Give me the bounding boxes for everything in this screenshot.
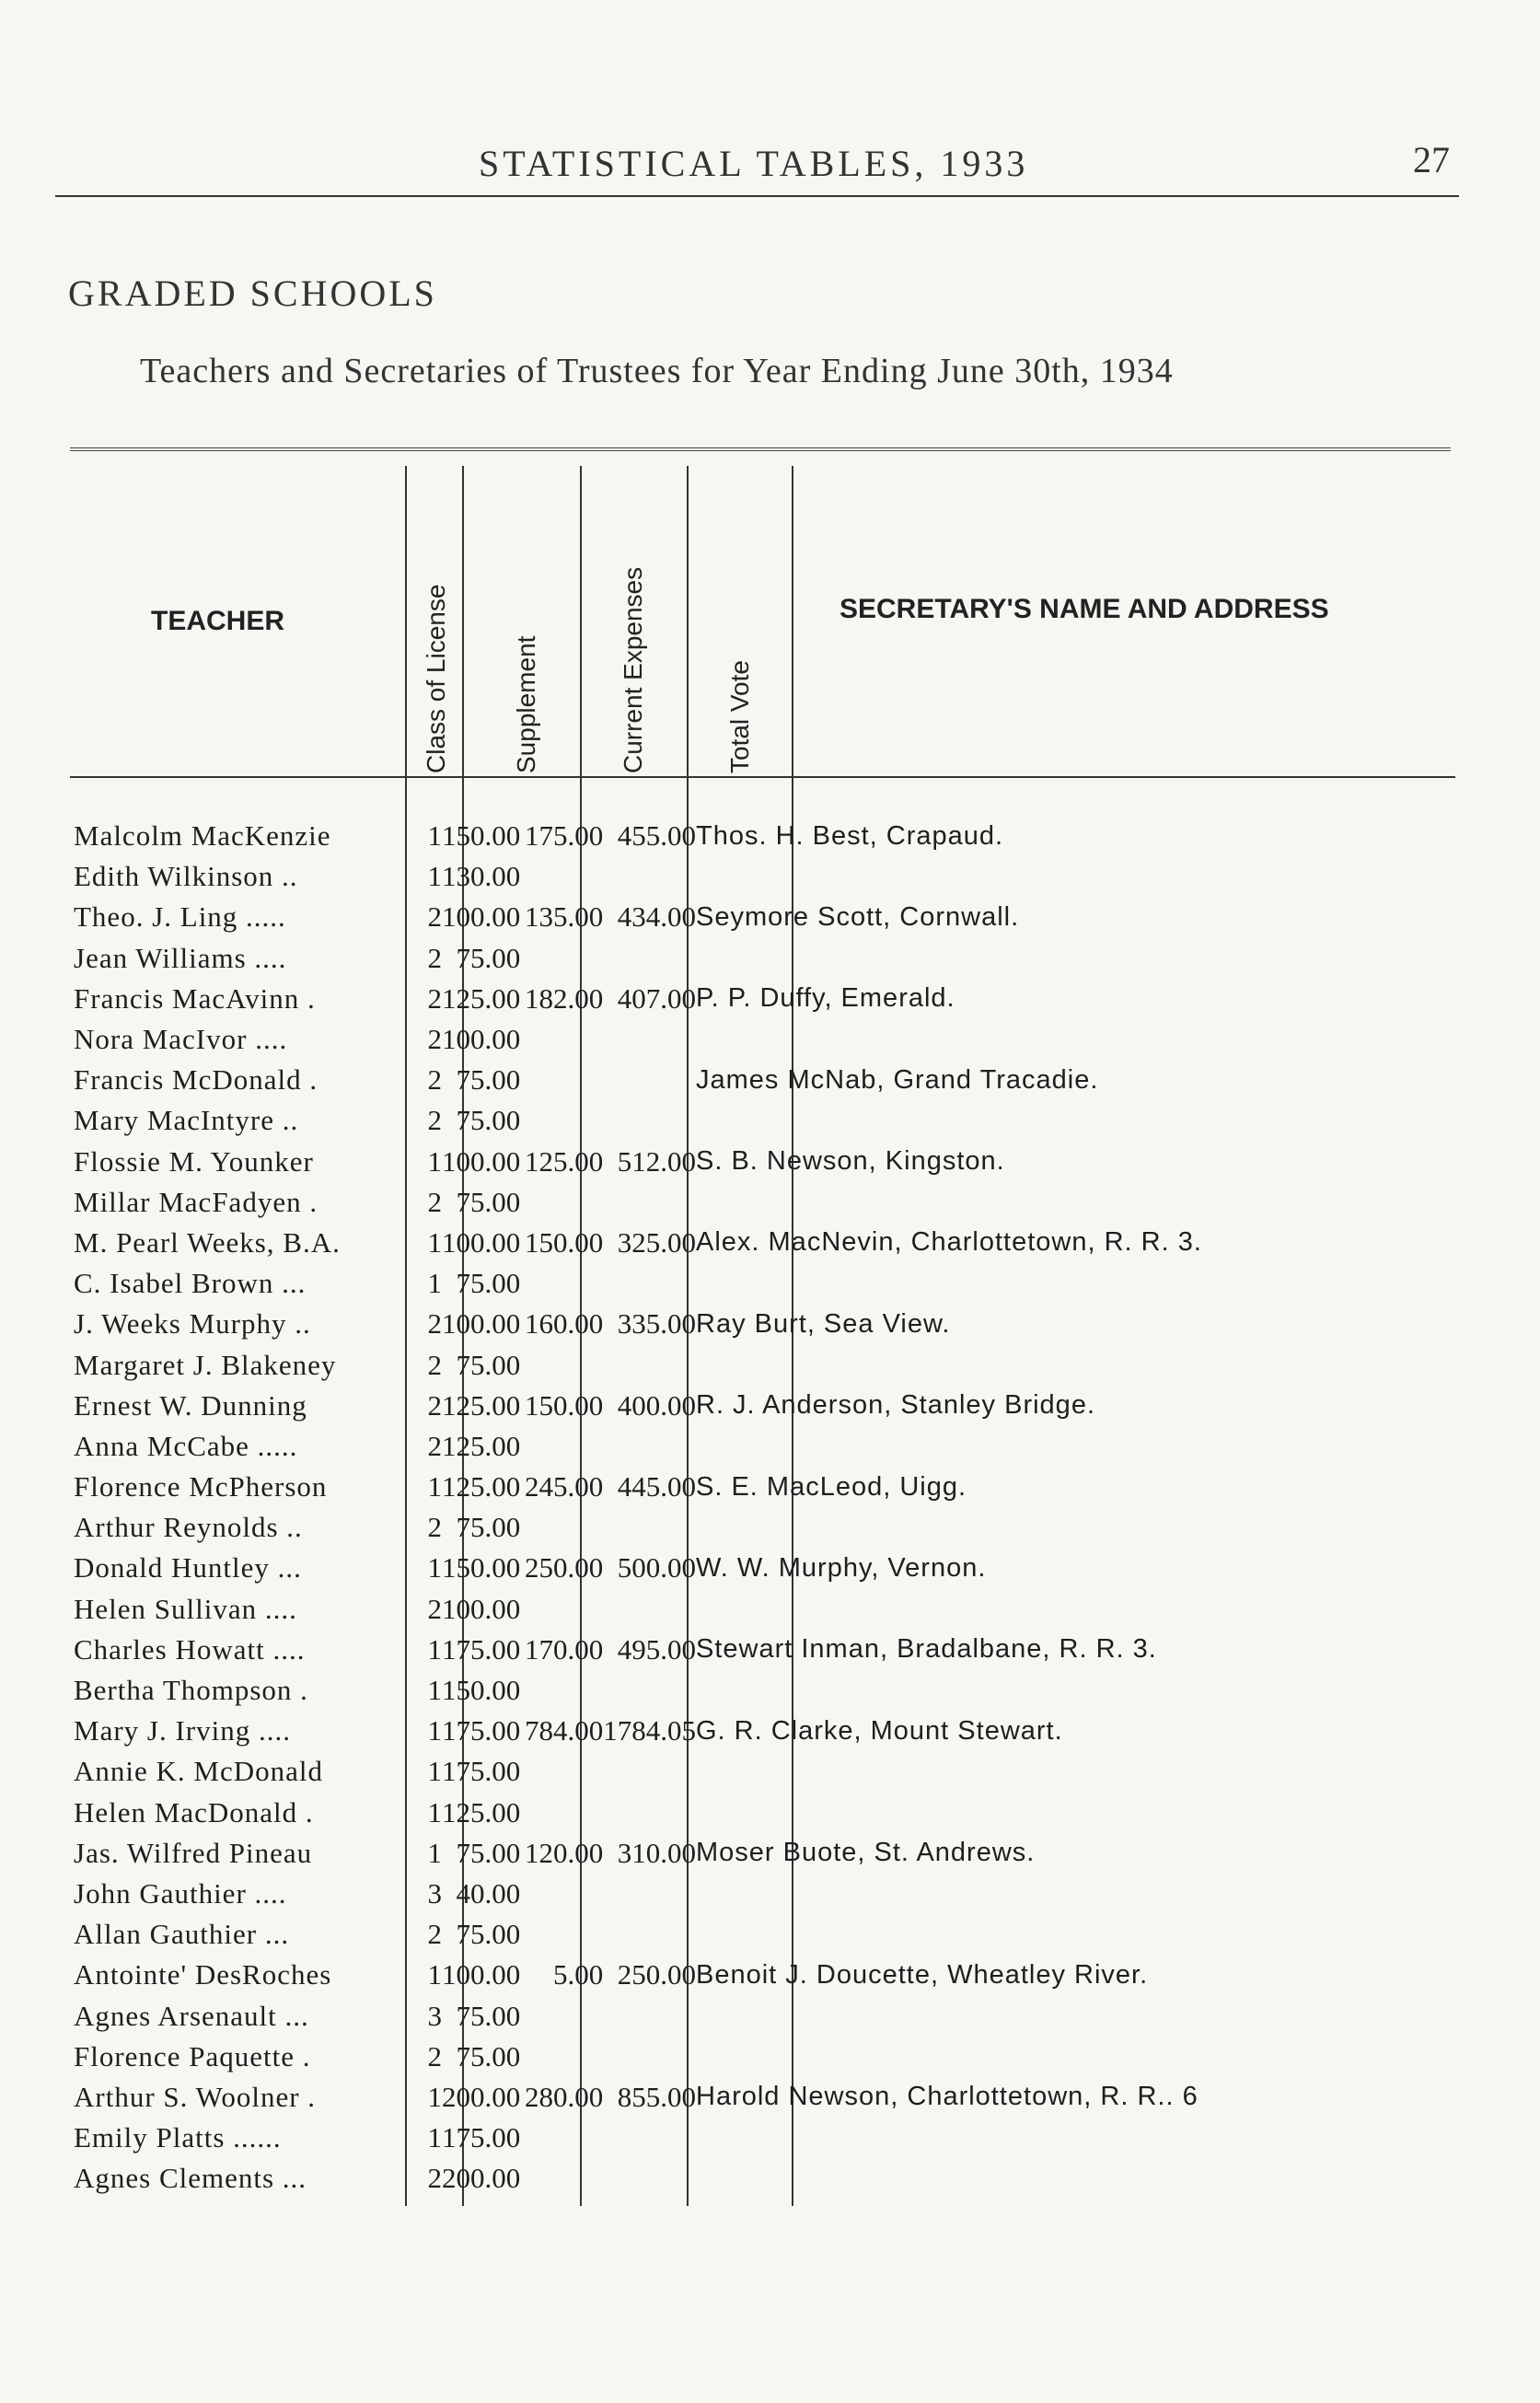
current-expenses-amount (520, 1426, 603, 1467)
secretary-name-address (696, 1995, 1331, 2036)
teacher-name: J. Weeks Murphy .. (74, 1307, 311, 1341)
teacher-name: Helen Sullivan .... (74, 1592, 297, 1625)
total-vote-amount (603, 1060, 696, 1100)
teacher-name: Bertha Thompson . (74, 1674, 308, 1707)
table-row (74, 816, 1331, 856)
secretary-name-address: Ray Burt, Sea View. (696, 1308, 951, 1339)
current-expenses-amount (520, 1019, 603, 1060)
header-class-of-license: Class of License (422, 584, 450, 773)
teacher-name: Florence McPherson (74, 1470, 328, 1503)
total-vote-amount (603, 2118, 696, 2158)
current-expenses-amount (520, 1182, 603, 1223)
teacher-name: Theo. J. Ling ..... (74, 900, 286, 934)
secretary-name-address: Stewart Inman, Bradalbane, R. R. 3. (696, 1634, 1157, 1665)
current-expenses-amount: 175.00 (525, 819, 604, 853)
total-vote-amount (603, 1019, 696, 1060)
class-of-license: 1 (427, 1795, 442, 1828)
secretary-name-address: Moser Buote, St. Andrews. (696, 1838, 1036, 1868)
class-of-license: 2 (427, 2039, 442, 2072)
total-vote-amount: 335.00 (617, 1307, 696, 1341)
class-of-license: 2 (427, 1185, 442, 1218)
secretary-name-address (696, 1182, 1331, 1223)
secretary-name-address: S. B. Newson, Kingston. (696, 1146, 1005, 1177)
total-vote-amount (603, 2158, 696, 2199)
secretary-name-address: P. P. Duffy, Emerald. (696, 983, 955, 1014)
table-row (74, 1467, 1331, 1507)
table-row (74, 1995, 1331, 2036)
header-rule (70, 776, 1455, 778)
total-vote-amount: 512.00 (617, 1144, 696, 1178)
teacher-name: Millar MacFadyen . (74, 1185, 318, 1218)
supplement-amount: 75.00 (456, 1999, 521, 2032)
teacher-name: Annie K. McDonald (74, 1755, 323, 1788)
class-of-license: 3 (427, 1876, 442, 1910)
teacher-name: Jean Williams .... (74, 941, 287, 974)
current-expenses-amount: 135.00 (525, 900, 604, 934)
supplement-amount: 175.00 (442, 1632, 521, 1666)
supplement-amount: 175.00 (442, 1714, 521, 1747)
current-expenses-amount (520, 1995, 603, 2036)
table-row (74, 1630, 1331, 1670)
teacher-name: Francis MacAvinn . (74, 981, 316, 1015)
table-row (74, 1793, 1331, 1833)
secretary-name-address: Alex. MacNevin, Charlottetown, R. R. 3. (696, 1227, 1202, 1258)
current-expenses-amount: 150.00 (525, 1388, 604, 1422)
class-of-license: 1 (427, 860, 442, 893)
secretary-name-address (696, 1793, 1331, 1833)
supplement-amount: 75.00 (456, 1836, 521, 1869)
table-row (74, 1711, 1331, 1751)
class-of-license: 2 (427, 1511, 442, 1544)
table-row (74, 2118, 1331, 2158)
supplement-amount: 75.00 (456, 1063, 521, 1097)
teacher-name: Mary J. Irving .... (74, 1714, 291, 1747)
table-row (74, 1833, 1331, 1874)
current-expenses-amount (520, 1344, 603, 1385)
total-vote-amount (603, 1100, 696, 1141)
supplement-amount: 75.00 (456, 941, 521, 974)
secretary-name-address: W. W. Murphy, Vernon. (696, 1552, 987, 1583)
current-expenses-amount (520, 1874, 603, 1914)
class-of-license: 1 (427, 1836, 442, 1869)
table-row (74, 1060, 1331, 1100)
supplement-amount: 100.00 (442, 1958, 521, 1991)
supplement-amount: 175.00 (442, 2121, 521, 2154)
total-vote-amount: 325.00 (617, 1225, 696, 1259)
total-vote-amount (603, 1344, 696, 1385)
header-supplement: Supplement (512, 635, 540, 773)
class-of-license: 2 (427, 941, 442, 974)
total-vote-amount: 434.00 (617, 900, 696, 934)
secretary-name-address (696, 1019, 1331, 1060)
table-row (74, 1589, 1331, 1630)
table-row (74, 1670, 1331, 1711)
class-of-license: 2 (427, 1063, 442, 1097)
header-teacher: TEACHER (151, 606, 285, 636)
total-vote-amount: 855.00 (617, 2080, 696, 2113)
table-row (74, 1019, 1331, 1060)
supplement-amount: 100.00 (442, 900, 521, 934)
total-vote-amount (603, 1507, 696, 1548)
secretary-name-address (696, 2158, 1331, 2199)
header-current-expenses: Current Expenses (619, 566, 647, 773)
teacher-name: Francis McDonald . (74, 1063, 318, 1097)
total-vote-amount: 407.00 (617, 981, 696, 1015)
secretary-name-address: Seymore Scott, Cornwall. (696, 901, 1020, 932)
supplement-amount: 75.00 (456, 1348, 521, 1381)
table-row (74, 1507, 1331, 1548)
table-row (74, 1426, 1331, 1467)
total-vote-amount: 455.00 (617, 819, 696, 853)
secretary-name-address (696, 1589, 1331, 1630)
current-expenses-amount: 245.00 (525, 1470, 604, 1503)
supplement-amount: 75.00 (456, 1104, 521, 1137)
class-of-license: 1 (427, 1225, 442, 1259)
table-row (74, 1223, 1331, 1263)
class-of-license: 1 (427, 1470, 442, 1503)
secretary-name-address (696, 1751, 1331, 1792)
secretary-name-address: G. R. Clarke, Mount Stewart. (696, 1715, 1063, 1746)
current-expenses-amount: 182.00 (525, 981, 604, 1015)
current-expenses-amount (520, 1507, 603, 1548)
class-of-license: 1 (427, 1674, 442, 1707)
table-row (74, 1751, 1331, 1792)
teacher-name: Agnes Clements ... (74, 2162, 307, 2195)
table-row (74, 1386, 1331, 1426)
teacher-name: Ernest W. Dunning (74, 1388, 307, 1422)
current-expenses-amount (520, 856, 603, 897)
table-row (74, 1304, 1331, 1344)
supplement-amount: 125.00 (442, 1470, 521, 1503)
secretary-name-address (696, 1263, 1331, 1304)
total-vote-amount (603, 1914, 696, 1955)
teacher-name: Flossie M. Younker (74, 1144, 314, 1178)
top-double-rule (70, 447, 1451, 451)
supplement-amount: 175.00 (442, 1755, 521, 1788)
header-secretary: SECRETARY'S NAME AND ADDRESS (839, 594, 1329, 624)
supplement-amount: 100.00 (442, 1144, 521, 1178)
total-vote-amount (603, 1670, 696, 1711)
current-expenses-amount (520, 2118, 603, 2158)
teacher-name: Malcolm MacKenzie (74, 819, 331, 853)
running-head (55, 138, 1459, 197)
total-vote-amount (603, 1874, 696, 1914)
current-expenses-amount: 125.00 (525, 1144, 604, 1178)
total-vote-amount (603, 1751, 696, 1792)
class-of-license: 2 (427, 1388, 442, 1422)
teacher-name: C. Isabel Brown ... (74, 1267, 307, 1300)
class-of-license: 2 (427, 1429, 442, 1462)
secretary-name-address (696, 856, 1331, 897)
running-title: STATISTICAL TABLES, 1933 (479, 143, 1029, 184)
secretary-name-address (696, 1344, 1331, 1385)
table-row (74, 938, 1331, 979)
supplement-amount: 100.00 (442, 1225, 521, 1259)
total-vote-amount: 400.00 (617, 1388, 696, 1422)
teacher-name: Jas. Wilfred Pineau (74, 1836, 313, 1869)
current-expenses-amount (520, 1263, 603, 1304)
class-of-license: 1 (427, 1551, 442, 1585)
class-of-license: 1 (427, 2121, 442, 2154)
total-vote-amount (603, 1182, 696, 1223)
total-vote-amount (603, 1589, 696, 1630)
class-of-license: 1 (427, 819, 442, 853)
supplement-amount: 100.00 (442, 1307, 521, 1341)
table-row (74, 1548, 1331, 1588)
table-row (74, 856, 1331, 897)
class-of-license: 1 (427, 1632, 442, 1666)
total-vote-amount (603, 856, 696, 897)
supplement-amount: 75.00 (456, 1267, 521, 1300)
class-of-license: 2 (427, 1918, 442, 1951)
section-title: GRADED SCHOOLS (68, 273, 437, 314)
total-vote-amount: 500.00 (617, 1551, 696, 1585)
table-row (74, 1100, 1331, 1141)
table-body (74, 816, 1331, 2199)
table-row (74, 1142, 1331, 1182)
table-row (74, 1263, 1331, 1304)
graded-schools-table (74, 816, 1331, 2199)
current-expenses-amount: 784.00 (525, 1714, 604, 1747)
teacher-name: Donald Huntley ... (74, 1551, 302, 1585)
total-vote-amount: 250.00 (617, 1958, 696, 1991)
class-of-license: 1 (427, 1714, 442, 1747)
supplement-amount: 100.00 (442, 1023, 521, 1056)
table-row (74, 897, 1331, 937)
secretary-name-address: James McNab, Grand Tracadie. (696, 1064, 1099, 1095)
class-of-license: 2 (427, 2162, 442, 2195)
teacher-name: Edith Wilkinson .. (74, 860, 298, 893)
supplement-amount: 125.00 (442, 1429, 521, 1462)
secretary-name-address (696, 2037, 1331, 2077)
class-of-license: 2 (427, 1592, 442, 1625)
total-vote-amount: 1784.05 (603, 1714, 696, 1747)
secretary-name-address (696, 1426, 1331, 1467)
current-expenses-amount: 150.00 (525, 1225, 604, 1259)
teacher-name: M. Pearl Weeks, B.A. (74, 1225, 341, 1259)
secretary-name-address (696, 1670, 1331, 1711)
class-of-license: 2 (427, 981, 442, 1015)
current-expenses-amount: 250.00 (525, 1551, 604, 1585)
table-row (74, 1182, 1331, 1223)
supplement-amount: 130.00 (442, 860, 521, 893)
current-expenses-amount (520, 1589, 603, 1630)
total-vote-amount (603, 1263, 696, 1304)
class-of-license: 3 (427, 1999, 442, 2032)
supplement-amount: 125.00 (442, 981, 521, 1015)
teacher-name: Antointe' DesRoches (74, 1958, 332, 1991)
supplement-amount: 125.00 (442, 1795, 521, 1828)
supplement-amount: 125.00 (442, 1388, 521, 1422)
secretary-name-address: Harold Newson, Charlottetown, R. R.. 6 (696, 2082, 1198, 2112)
secretary-name-address (696, 938, 1331, 979)
class-of-license: 2 (427, 1023, 442, 1056)
teacher-name: Arthur Reynolds .. (74, 1511, 303, 1544)
current-expenses-amount (520, 1060, 603, 1100)
supplement-amount: 75.00 (456, 1185, 521, 1218)
current-expenses-amount: 280.00 (525, 2080, 604, 2113)
teacher-name: Charles Howatt .... (74, 1632, 306, 1666)
secretary-name-address (696, 1874, 1331, 1914)
supplement-amount: 150.00 (442, 1674, 521, 1707)
supplement-amount: 75.00 (456, 1511, 521, 1544)
header-total-vote: Total Vote (725, 660, 754, 773)
table-row (74, 1344, 1331, 1385)
current-expenses-amount: 120.00 (525, 1836, 604, 1869)
current-expenses-amount (520, 2158, 603, 2199)
teacher-name: Agnes Arsenault ... (74, 1999, 309, 2032)
current-expenses-amount (520, 2037, 603, 2077)
supplement-amount: 100.00 (442, 1592, 521, 1625)
total-vote-amount (603, 1426, 696, 1467)
class-of-license: 2 (427, 1307, 442, 1341)
current-expenses-amount (520, 1793, 603, 1833)
supplement-amount: 150.00 (442, 1551, 521, 1585)
table-subtitle: Teachers and Secretaries of Trustees for Year Ending June 30th, 1934 (140, 352, 1174, 390)
teacher-name: John Gauthier .... (74, 1876, 287, 1910)
current-expenses-amount: 160.00 (525, 1307, 604, 1341)
teacher-name: Florence Paquette . (74, 2039, 311, 2072)
class-of-license: 2 (427, 1348, 442, 1381)
class-of-license: 1 (427, 1958, 442, 1991)
current-expenses-amount (520, 1914, 603, 1955)
total-vote-amount: 495.00 (617, 1632, 696, 1666)
class-of-license: 1 (427, 2080, 442, 2113)
table-row (74, 1955, 1331, 1995)
secretary-name-address (696, 1100, 1331, 1141)
current-expenses-amount (520, 1670, 603, 1711)
total-vote-amount (603, 1995, 696, 2036)
current-expenses-amount: 5.00 (553, 1958, 604, 1991)
class-of-license: 1 (427, 1144, 442, 1178)
class-of-license: 2 (427, 1104, 442, 1137)
total-vote-amount (603, 1793, 696, 1833)
current-expenses-amount (520, 1100, 603, 1141)
secretary-name-address: Thos. H. Best, Crapaud. (696, 820, 1004, 851)
current-expenses-amount (520, 938, 603, 979)
class-of-license: 1 (427, 1267, 442, 1300)
secretary-name-address: R. J. Anderson, Stanley Bridge. (696, 1390, 1095, 1421)
teacher-name: Arthur S. Woolner . (74, 2080, 317, 2113)
total-vote-amount: 445.00 (617, 1470, 696, 1503)
class-of-license: 1 (427, 1755, 442, 1788)
table-row (74, 979, 1331, 1019)
teacher-name: Margaret J. Blakeney (74, 1348, 337, 1381)
teacher-name: Anna McCabe ..... (74, 1429, 298, 1462)
table-row (74, 1914, 1331, 1955)
table-row (74, 2037, 1331, 2077)
teacher-name: Mary MacIntyre .. (74, 1104, 299, 1137)
teacher-name: Helen MacDonald . (74, 1795, 314, 1828)
current-expenses-amount (520, 1751, 603, 1792)
teacher-name: Allan Gauthier ... (74, 1918, 290, 1951)
teacher-name: Emily Platts ...... (74, 2121, 282, 2154)
supplement-amount: 150.00 (442, 819, 521, 853)
secretary-name-address (696, 1914, 1331, 1955)
supplement-amount: 75.00 (456, 1918, 521, 1951)
supplement-amount: 200.00 (442, 2162, 521, 2195)
supplement-amount: 75.00 (456, 2039, 521, 2072)
teacher-name: Nora MacIvor .... (74, 1023, 288, 1056)
table-row (74, 2158, 1331, 2199)
table-row (74, 2077, 1331, 2118)
total-vote-amount (603, 938, 696, 979)
secretary-name-address (696, 2118, 1331, 2158)
current-expenses-amount: 170.00 (525, 1632, 604, 1666)
table-row (74, 1874, 1331, 1914)
supplement-amount: 200.00 (442, 2080, 521, 2113)
secretary-name-address: Benoit J. Doucette, Wheatley River. (696, 1959, 1149, 1990)
page-number: 27 (1413, 139, 1450, 180)
supplement-amount: 40.00 (456, 1876, 521, 1910)
secretary-name-address (696, 1507, 1331, 1548)
total-vote-amount (603, 2037, 696, 2077)
class-of-license: 2 (427, 900, 442, 934)
secretary-name-address: S. E. MacLeod, Uigg. (696, 1471, 967, 1502)
total-vote-amount: 310.00 (617, 1836, 696, 1869)
